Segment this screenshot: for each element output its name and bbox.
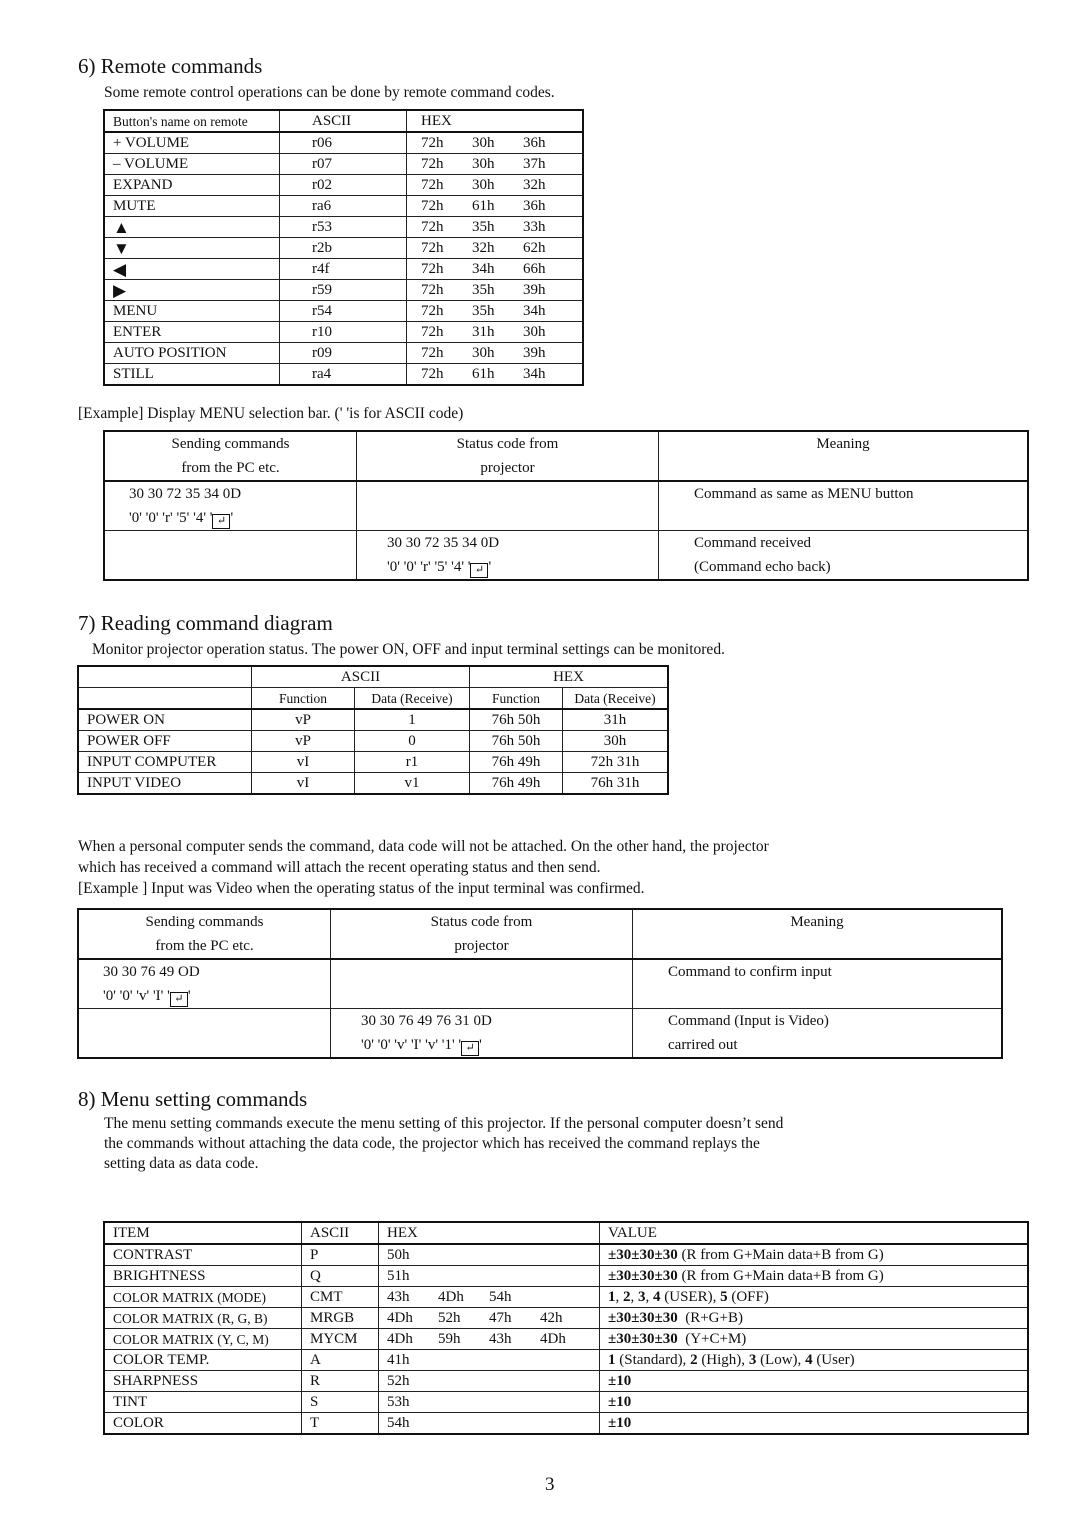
table-row bbox=[78, 773, 668, 795]
table-row bbox=[104, 1392, 1028, 1413]
group-header-hex: HEX bbox=[470, 666, 669, 688]
table-row bbox=[104, 238, 583, 259]
arrow-icon: ▶ bbox=[104, 280, 280, 301]
hex-function: 76h 50h bbox=[470, 731, 563, 752]
ex1-header-status-line2: projector bbox=[357, 456, 659, 481]
ascii-data: r1 bbox=[355, 752, 470, 773]
ascii-code: r10 bbox=[280, 322, 407, 343]
ex2-send-ascii: '0' '0' 'v' 'I' ' ↵ ' bbox=[78, 984, 331, 1009]
ex1-status-hex: 30 30 72 35 34 0D bbox=[357, 531, 659, 556]
table-row bbox=[104, 1350, 1028, 1371]
hex-code: 72h 61h 36h bbox=[407, 196, 584, 217]
ex1-header-status: Status code from bbox=[357, 431, 659, 456]
section-8-intro-3: setting data as data code. bbox=[104, 1155, 259, 1172]
hex-code: 72h 35h 33h bbox=[407, 217, 584, 238]
ascii-code: r4f bbox=[280, 259, 407, 280]
return-key-icon: ↵ bbox=[470, 563, 488, 578]
ascii-code: r09 bbox=[280, 343, 407, 364]
ex1-send-ascii: '0' '0' 'r' '5' '4' ' ↵ ' bbox=[104, 506, 357, 531]
ascii-code: r53 bbox=[280, 217, 407, 238]
ex1-meaning-2a: Command received bbox=[659, 531, 1029, 556]
ex2-header-send: Sending commands bbox=[78, 909, 331, 934]
ex2-header-meaning: Meaning bbox=[633, 909, 1003, 934]
hex-code: 72h 31h 30h bbox=[407, 322, 584, 343]
item-name: TINT bbox=[104, 1392, 302, 1413]
button-name: + VOLUME bbox=[104, 132, 280, 154]
ex2-meaning-2a: Command (Input is Video) bbox=[633, 1009, 1003, 1034]
hex-code: 72h 30h 39h bbox=[407, 343, 584, 364]
item-name: COLOR MATRIX (R, G, B) bbox=[104, 1308, 302, 1329]
hex-function: 76h 50h bbox=[470, 709, 563, 731]
hex-data: 30h bbox=[563, 731, 669, 752]
hex-code: 72h 61h 34h bbox=[407, 364, 584, 386]
table-row bbox=[104, 343, 583, 364]
table-row bbox=[104, 154, 583, 175]
ascii-code: r2b bbox=[280, 238, 407, 259]
reading-command-table bbox=[77, 665, 669, 795]
item-name: COLOR MATRIX (Y, C, M) bbox=[104, 1329, 302, 1350]
table-row bbox=[78, 752, 668, 773]
button-name: – VOLUME bbox=[104, 154, 280, 175]
table-row bbox=[104, 1371, 1028, 1392]
ex2-header-send-line2: from the PC etc. bbox=[78, 934, 331, 959]
ascii-code: T bbox=[302, 1413, 379, 1435]
section-7-intro: Monitor projector operation status. The power ON, OFF and input terminal settings can be monitored. bbox=[92, 641, 725, 658]
col-header-value: VALUE bbox=[600, 1222, 1029, 1244]
ex1-header-send: Sending commands bbox=[104, 431, 357, 456]
ex1-header-send-line2: from the PC etc. bbox=[104, 456, 357, 481]
ascii-code: r06 bbox=[280, 132, 407, 154]
return-key-icon: ↵ bbox=[170, 992, 188, 1007]
hex-function: 76h 49h bbox=[470, 752, 563, 773]
item-value: ±30±30±30 (R from G+Main data+B from G) bbox=[600, 1244, 1029, 1266]
ascii-function: vI bbox=[252, 752, 355, 773]
table-row bbox=[104, 259, 583, 280]
example-2-table bbox=[77, 908, 1003, 1059]
sub-header-hex-data: Data (Receive) bbox=[563, 688, 669, 710]
table-row bbox=[104, 322, 583, 343]
hex-code: 72h 32h 62h bbox=[407, 238, 584, 259]
status-name: INPUT COMPUTER bbox=[78, 752, 252, 773]
hex-code: 52h bbox=[379, 1371, 600, 1392]
table-row bbox=[104, 175, 583, 196]
item-value: ±30±30±30 (Y+C+M) bbox=[600, 1329, 1029, 1350]
button-name: STILL bbox=[104, 364, 280, 386]
ascii-code: MRGB bbox=[302, 1308, 379, 1329]
col-header-hex: HEX bbox=[407, 110, 584, 132]
item-name: COLOR TEMP. bbox=[104, 1350, 302, 1371]
item-value: ±30±30±30 (R+G+B) bbox=[600, 1308, 1029, 1329]
item-name: CONTRAST bbox=[104, 1244, 302, 1266]
ascii-code: r59 bbox=[280, 280, 407, 301]
section-7-note-1: When a personal computer sends the command, data code will not be attached. On the other hand, the projector bbox=[78, 838, 769, 855]
status-name: POWER OFF bbox=[78, 731, 252, 752]
ascii-code: MYCM bbox=[302, 1329, 379, 1350]
ex2-header-status: Status code from bbox=[331, 909, 633, 934]
hex-code: 53h bbox=[379, 1392, 600, 1413]
remote-commands-table bbox=[103, 109, 584, 386]
status-name: INPUT VIDEO bbox=[78, 773, 252, 795]
ascii-code: CMT bbox=[302, 1287, 379, 1308]
section-6-title: 6) Remote commands bbox=[78, 54, 263, 78]
ascii-data: 0 bbox=[355, 731, 470, 752]
hex-data: 76h 31h bbox=[563, 773, 669, 795]
hex-code: 72h 35h 39h bbox=[407, 280, 584, 301]
ascii-code: r54 bbox=[280, 301, 407, 322]
ascii-function: vI bbox=[252, 773, 355, 795]
ex1-meaning-2b: (Command echo back) bbox=[659, 555, 1029, 580]
item-value: ±10 bbox=[600, 1371, 1029, 1392]
table-row bbox=[104, 196, 583, 217]
hex-code: 72h 30h 32h bbox=[407, 175, 584, 196]
item-name: COLOR MATRIX (MODE) bbox=[104, 1287, 302, 1308]
sub-header-hex-function: Function bbox=[470, 688, 563, 710]
section-8-title: 8) Menu setting commands bbox=[78, 1087, 308, 1111]
ascii-code: P bbox=[302, 1244, 379, 1266]
ascii-code: A bbox=[302, 1350, 379, 1371]
ex2-meaning-1: Command to confirm input bbox=[633, 959, 1003, 984]
section-7-title: 7) Reading command diagram bbox=[78, 611, 333, 635]
col-header-button-name: Button's name on remote bbox=[104, 110, 280, 132]
section-8-intro-1: The menu setting commands execute the menu setting of this projector. If the personal computer doesn’t send bbox=[104, 1115, 784, 1132]
example-1-caption: [Example] Display MENU selection bar. (' 'is for ASCII code) bbox=[78, 405, 464, 422]
sub-header-ascii-function: Function bbox=[252, 688, 355, 710]
table-row bbox=[104, 364, 583, 386]
hex-code: 54h bbox=[379, 1413, 600, 1435]
example-1-table bbox=[103, 430, 1029, 581]
sub-header-ascii-data: Data (Receive) bbox=[355, 688, 470, 710]
col-header-ascii: ASCII bbox=[280, 110, 407, 132]
button-name: MUTE bbox=[104, 196, 280, 217]
table-row bbox=[104, 1244, 1028, 1266]
hex-code: 4Dh 59h 43h 4Dh bbox=[379, 1329, 600, 1350]
ex2-status-hex: 30 30 76 49 76 31 0D bbox=[331, 1009, 633, 1034]
table-row bbox=[78, 709, 668, 731]
hex-code: 43h 4Dh 54h bbox=[379, 1287, 600, 1308]
ex2-header-status-line2: projector bbox=[331, 934, 633, 959]
return-key-icon: ↵ bbox=[461, 1041, 479, 1056]
menu-setting-table bbox=[103, 1221, 1029, 1435]
hex-code: 72h 34h 66h bbox=[407, 259, 584, 280]
item-name: SHARPNESS bbox=[104, 1371, 302, 1392]
item-value: ±10 bbox=[600, 1392, 1029, 1413]
col-header-item: ITEM bbox=[104, 1222, 302, 1244]
hex-code: 72h 30h 37h bbox=[407, 154, 584, 175]
table-row bbox=[104, 301, 583, 322]
ascii-code: ra6 bbox=[280, 196, 407, 217]
ascii-function: vP bbox=[252, 709, 355, 731]
hex-code: 72h 30h 36h bbox=[407, 132, 584, 154]
ex2-meaning-2b: carrired out bbox=[633, 1033, 1003, 1058]
hex-code: 51h bbox=[379, 1266, 600, 1287]
hex-function: 76h 49h bbox=[470, 773, 563, 795]
hex-code: 41h bbox=[379, 1350, 600, 1371]
table-row bbox=[104, 217, 583, 238]
hex-data: 72h 31h bbox=[563, 752, 669, 773]
ascii-code: R bbox=[302, 1371, 379, 1392]
hex-data: 31h bbox=[563, 709, 669, 731]
return-key-icon: ↵ bbox=[212, 514, 230, 529]
button-name: AUTO POSITION bbox=[104, 343, 280, 364]
arrow-icon: ▼ bbox=[104, 238, 280, 259]
ascii-code: r02 bbox=[280, 175, 407, 196]
ascii-function: vP bbox=[252, 731, 355, 752]
col-header-ascii: ASCII bbox=[302, 1222, 379, 1244]
item-value: ±10 bbox=[600, 1413, 1029, 1435]
item-name: COLOR bbox=[104, 1413, 302, 1435]
table-row bbox=[104, 1329, 1028, 1350]
arrow-icon: ◀ bbox=[104, 259, 280, 280]
hex-code: 50h bbox=[379, 1244, 600, 1266]
table-row bbox=[104, 1308, 1028, 1329]
table-row bbox=[104, 280, 583, 301]
arrow-icon: ▲ bbox=[104, 217, 280, 238]
ex2-send-hex: 30 30 76 49 OD bbox=[78, 959, 331, 984]
item-value: ±30±30±30 (R from G+Main data+B from G) bbox=[600, 1266, 1029, 1287]
ascii-data: v1 bbox=[355, 773, 470, 795]
item-name: BRIGHTNESS bbox=[104, 1266, 302, 1287]
hex-code: 72h 35h 34h bbox=[407, 301, 584, 322]
ex1-meaning-1: Command as same as MENU button bbox=[659, 481, 1029, 506]
ex1-header-meaning: Meaning bbox=[659, 431, 1029, 456]
ex2-status-ascii: '0' '0' 'v' 'I' 'v' '1' ' ↵ ' bbox=[331, 1033, 633, 1058]
table-row bbox=[104, 1266, 1028, 1287]
table-row bbox=[104, 1413, 1028, 1435]
ex1-send-hex: 30 30 72 35 34 0D bbox=[104, 481, 357, 506]
item-value: 1 (Standard), 2 (High), 3 (Low), 4 (User) bbox=[600, 1350, 1029, 1371]
ascii-data: 1 bbox=[355, 709, 470, 731]
item-value: 1, 2, 3, 4 (USER), 5 (OFF) bbox=[600, 1287, 1029, 1308]
section-6-intro: Some remote control operations can be done by remote command codes. bbox=[104, 84, 555, 101]
section-7-note-2: which has received a command will attach the recent operating status and then send. bbox=[78, 859, 601, 876]
col-header-hex: HEX bbox=[379, 1222, 600, 1244]
table-row bbox=[78, 731, 668, 752]
ascii-code: S bbox=[302, 1392, 379, 1413]
example-2-caption: [Example ] Input was Video when the operating status of the input terminal was confirmed. bbox=[78, 880, 645, 897]
group-header-ascii: ASCII bbox=[252, 666, 470, 688]
ascii-code: ra4 bbox=[280, 364, 407, 386]
table-row bbox=[104, 1287, 1028, 1308]
table-row bbox=[104, 132, 583, 154]
page-number: 3 bbox=[545, 1474, 555, 1495]
button-name: ENTER bbox=[104, 322, 280, 343]
ex1-status-ascii: '0' '0' 'r' '5' '4' ' ↵ ' bbox=[357, 555, 659, 580]
button-name: EXPAND bbox=[104, 175, 280, 196]
hex-code: 4Dh 52h 47h 42h bbox=[379, 1308, 600, 1329]
ascii-code: Q bbox=[302, 1266, 379, 1287]
button-name: MENU bbox=[104, 301, 280, 322]
ascii-code: r07 bbox=[280, 154, 407, 175]
status-name: POWER ON bbox=[78, 709, 252, 731]
section-8-intro-2: the commands without attaching the data code, the projector which has received the command replays the bbox=[104, 1135, 760, 1152]
